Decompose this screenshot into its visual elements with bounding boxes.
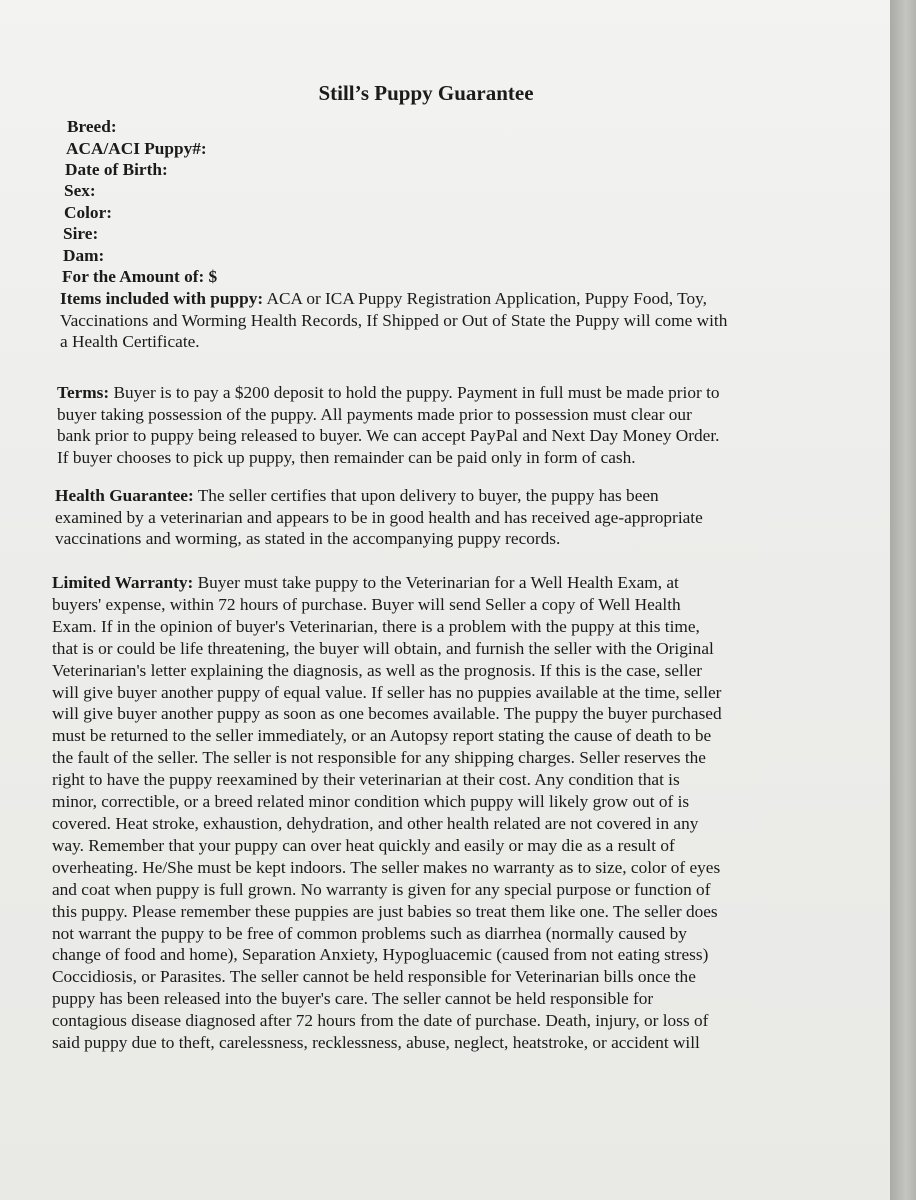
warranty-label: Limited Warranty: (52, 573, 194, 592)
paragraph-line: will give buyer another puppy as soon as one becomes available. The puppy the buyer purchased (52, 704, 722, 724)
paragraph-line: change of food and home), Separation Anxiety, Hypogluacemic (caused from not eating stress) (52, 945, 709, 965)
paragraph-line: examined by a veterinarian and appears to be in good health and has received age-appropriate (55, 507, 703, 527)
paragraph-line: If buyer chooses to pick up puppy, then remainder can be paid only in form of cash. (57, 447, 636, 467)
paragraph-line: Health Guarantee: The seller certifies that upon delivery to buyer, the puppy has been (55, 486, 659, 505)
paragraph-line: covered. Heat stroke, exhaustion, dehydration, and other health related are not covered in any (52, 813, 699, 833)
health-label: Health Guarantee: (55, 486, 194, 505)
paragraph-line: buyer taking possession of the puppy. All payments made prior to possession must clear our (57, 404, 692, 424)
paragraph-line: Veterinarian's letter explaining the diagnosis, as well as the prognosis. If this is the case, seller (52, 660, 703, 680)
paragraph-line: this puppy. Please remember these puppies are just babies so treat them like one. The seller does (52, 901, 718, 921)
paragraph-line: contagious disease diagnosed after 72 hours from the date of purchase. Death, injury, or loss of (52, 1011, 709, 1031)
paragraph-line: that is or could be life threatening, the buyer will obtain, and furnish the seller with the Original (52, 638, 714, 658)
paragraph-line: the fault of the seller. The seller is not responsible for any shipping charges. Seller reserves the (52, 748, 706, 768)
paragraph-line: way. Remember that your puppy can over heat quickly and easily or may die as a result of (52, 835, 675, 855)
paragraph-line: overheating. He/She must be kept indoors. The seller makes no warranty as to size, color of eyes (52, 857, 721, 877)
field-sex: Sex: (64, 181, 96, 200)
document-title: Still’s Puppy Guarantee (318, 81, 534, 105)
background-edge (890, 0, 916, 1200)
field-sire: Sire: (63, 224, 99, 243)
field-dam: Dam: (63, 246, 105, 265)
paragraph-line: minor, correctible, or a breed related minor condition which puppy will likely grow out of is (52, 792, 690, 812)
limited-warranty-paragraph (52, 572, 792, 1054)
paragraph-line: Vaccinations and Worming Health Records, If Shipped or Out of State the Puppy will come with (60, 310, 728, 330)
paragraph-line: and coat when puppy is full grown. No warranty is given for any special purpose or function of (52, 879, 711, 899)
paragraph-line: puppy has been released into the buyer's care. The seller cannot be held responsible for (52, 989, 654, 1009)
paragraph-line: buyers' expense, within 72 hours of purchase. Buyer will send Seller a copy of Well Health (52, 594, 681, 614)
paragraph-line: right to have the puppy reexamined by their veterinarian at their cost. Any condition that is (52, 770, 680, 790)
paragraph-line: Limited Warranty: Buyer must take puppy to the Veterinarian for a Well Health Exam, at (52, 573, 679, 592)
paragraph-line: a Health Certificate. (60, 332, 200, 352)
paragraph-line: vaccinations and worming, as stated in the accompanying puppy records. (55, 529, 561, 549)
paragraph-line: must be returned to the seller immediately, or an Autopsy report stating the cause of death to be (52, 726, 712, 746)
paragraph-line: said puppy due to theft, carelessness, recklessness, abuse, neglect, heatstroke, or accident will (52, 1033, 700, 1053)
items-included-paragraph (60, 288, 800, 353)
terms-label: Terms: (57, 383, 110, 402)
paragraph-line: Items included with puppy: ACA or ICA Puppy Registration Application, Puppy Food, Toy, (60, 289, 707, 308)
field-color: Color: (64, 203, 112, 222)
field-breed: Breed: (67, 117, 117, 136)
terms-paragraph (57, 382, 797, 468)
paragraph-line: Terms: Buyer is to pay a $200 deposit to hold the puppy. Payment in full must be made prior to (57, 383, 720, 402)
paragraph-line: will give buyer another puppy of equal value. If seller has no puppies available at the time, seller (52, 682, 722, 702)
field-amount: For the Amount of: $ (62, 267, 218, 286)
health-guarantee-paragraph (55, 485, 795, 550)
paragraph-line: Exam. If in the opinion of buyer's Veterinarian, there is a problem with the puppy at this time, (52, 616, 700, 636)
paragraph-line: not warrant the puppy to be free of common problems such as diarrhea (normally caused by (52, 923, 687, 943)
field-date-of-birth: Date of Birth: (65, 160, 168, 179)
field-puppy-number: ACA/ACI Puppy#: (66, 139, 207, 158)
items-label: Items included with puppy: (60, 289, 264, 308)
paragraph-line: Coccidiosis, or Parasites. The seller cannot be held responsible for Veterinarian bills once the (52, 967, 696, 987)
paragraph-line: bank prior to puppy being released to buyer. We can accept PayPal and Next Day Money Order. (57, 426, 720, 446)
